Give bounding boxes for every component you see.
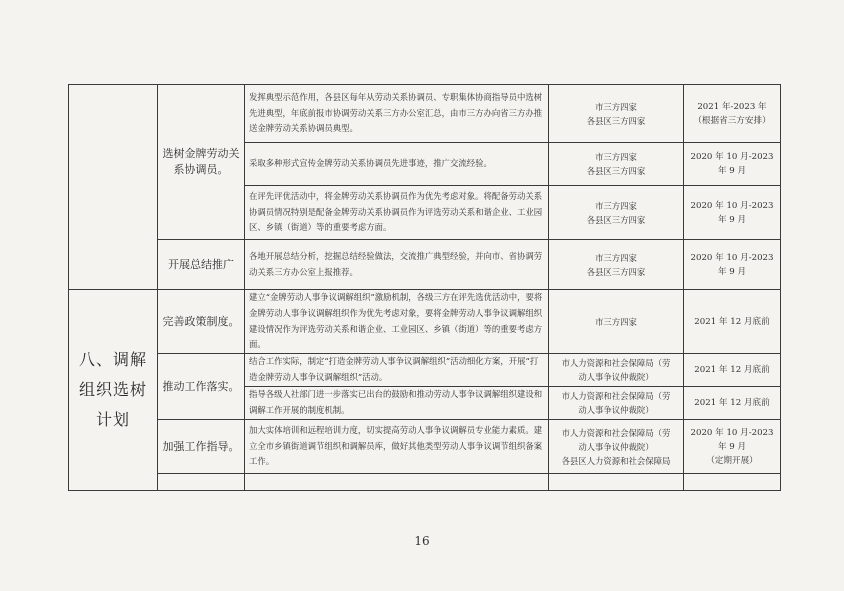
timing-cell: 2021 年-2023 年 （根据省三方安排） bbox=[684, 85, 781, 143]
task-cell: 加大实体培训和远程培训力度，切实提高劳动人事争议调解员专业能力素质。建立全市乡镇街道调节组织和调解员库，做好其他类型劳动人事争议调节组织备案工作。 bbox=[245, 420, 549, 474]
measure-cell: 完善政策制度。 bbox=[158, 290, 245, 354]
owner-cell: 市三方四家 各县区三方四家 bbox=[549, 143, 684, 186]
task-cell: 指导各级人社部门进一步落实已出台的鼓励和推动劳动人事争议调解组织建设和调解工作开展的制度机制。 bbox=[245, 387, 549, 420]
timing-cell: 2021 年 12 月底前 bbox=[684, 387, 781, 420]
timing-cell: 2021 年 12 月底前 bbox=[684, 290, 781, 354]
owner-cell: 市人力资源和社会保障局（劳 动人事争议仲裁院） bbox=[549, 387, 684, 420]
table-row bbox=[69, 240, 781, 290]
owner-cell: 市三方四家 各县区三方四家 bbox=[549, 186, 684, 240]
owner-cell: 市三方四家 各县区三方四家 bbox=[549, 240, 684, 290]
measure-cell: 推动工作落实。 bbox=[158, 354, 245, 420]
table-row bbox=[69, 354, 781, 387]
owner-cell: 市人力资源和社会保障局（劳 动人事争议仲裁院） 各县区人力资源和社会保障局 bbox=[549, 420, 684, 474]
table-row bbox=[69, 85, 781, 143]
section-cell-empty bbox=[69, 85, 158, 290]
measure-cell: 开展总结推广 bbox=[158, 240, 245, 290]
section-title-cell bbox=[69, 290, 158, 491]
owner-cell: 市三方四家 bbox=[549, 290, 684, 354]
measure-cell: 加强工作指导。 bbox=[158, 420, 245, 474]
task-cell: 在评先评优活动中，将金牌劳动关系协调员作为优先考虑对象。将配备劳动关系协调员情况特别是配备金牌劳动关系协调员作为评选劳动关系和谐企业、工业园区、乡镇（街道）等的重要考虑方面。 bbox=[245, 186, 549, 240]
timing-cell: 2020 年 10 月-2023 年 9 月 （定期开展） bbox=[684, 420, 781, 474]
task-cell: 发挥典型示范作用，各县区每年从劳动关系协调员、专职集体协商指导员中选树先进典型，年底前报市协调劳动关系三方办公室汇总，由市三方办向省三方办推送金牌劳动关系协调员典型。 bbox=[245, 85, 549, 143]
page-number: 16 bbox=[414, 534, 430, 548]
plan-table bbox=[68, 84, 781, 491]
owner-cell: 市三方四家 各县区三方四家 bbox=[549, 85, 684, 143]
task-cell: 各地开展总结分析，挖掘总结经验做法，交流推广典型经验，并向市、省协调劳动关系三方办公室上报推荐。 bbox=[245, 240, 549, 290]
table-row bbox=[69, 420, 781, 474]
table-row bbox=[69, 290, 781, 354]
timing-cell: 2020 年 10 月-2023 年 9 月 bbox=[684, 240, 781, 290]
timing-cell: 2020 年 10 月-2023 年 9 月 bbox=[684, 186, 781, 240]
section-title: 八、调解组织选树计划 bbox=[78, 350, 147, 429]
task-cell: 采取多种形式宣传金牌劳动关系协调员先进事迹，推广交流经验。 bbox=[245, 143, 549, 186]
task-cell: 结合工作实际，制定“打造金牌劳动人事争议调解组织”活动细化方案，开展“打造金牌劳动人事争议调解组织”活动。 bbox=[245, 354, 549, 387]
owner-cell: 市人力资源和社会保障局（劳 动人事争议仲裁院） bbox=[549, 354, 684, 387]
table-row-empty bbox=[69, 474, 781, 491]
timing-cell: 2021 年 12 月底前 bbox=[684, 354, 781, 387]
task-cell: 建立“金牌劳动人事争议调解组织”激励机制，各级三方在评先选优活动中，要将金牌劳动人事争议调解组织作为优先考虑对象，要将金牌劳动人事争议调解组织建设情况作为评选劳动关系和谐企业、工业园区、乡镇（街道）等的重要考虑方面。 bbox=[245, 290, 549, 354]
timing-cell: 2020 年 10 月-2023 年 9 月 bbox=[684, 143, 781, 186]
measure-cell: 选树金牌劳动关系协调员。 bbox=[158, 85, 245, 240]
